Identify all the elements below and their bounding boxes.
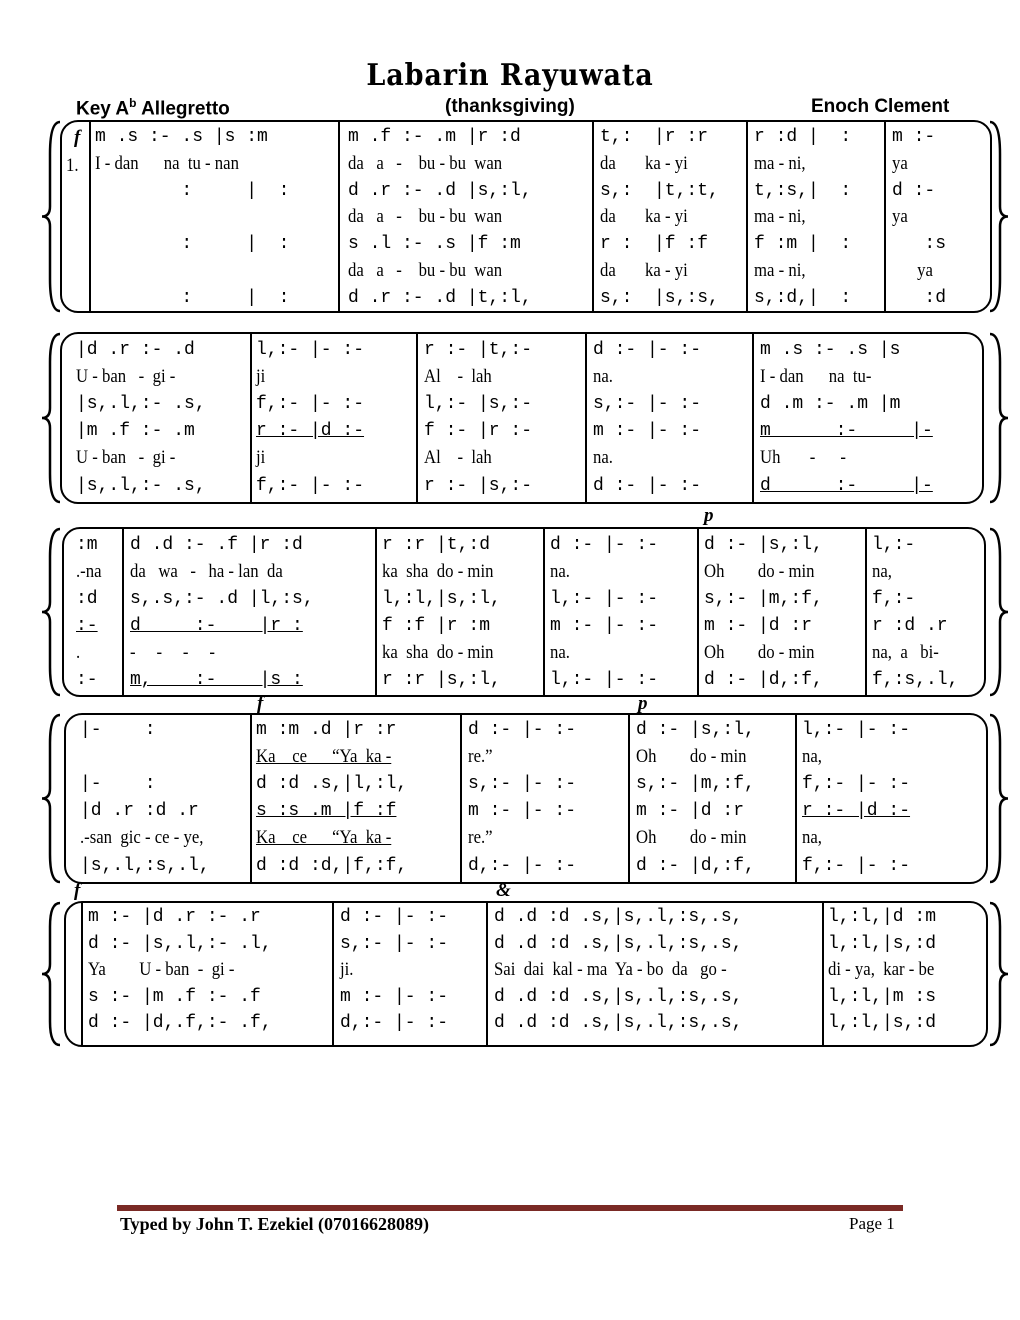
lyric-line: na. — [593, 447, 613, 469]
left-brace — [40, 527, 62, 697]
dynamic-forte: f — [257, 693, 264, 714]
barline — [592, 121, 594, 312]
solfa-line: m :- |d :r — [704, 615, 813, 636]
barline — [338, 121, 340, 312]
solfa-line: :- — [76, 669, 98, 690]
solfa-line: l,:- |- :- — [550, 669, 659, 690]
solfa-line: r :- |d :- — [802, 801, 911, 822]
lyric-line: Oh do - min — [636, 746, 747, 768]
barline — [250, 715, 252, 882]
barline — [795, 715, 797, 882]
solfa-line: |- : — [80, 720, 156, 740]
occasion-label: (thanksgiving) — [445, 96, 575, 117]
barline — [884, 121, 886, 312]
solfa-line: l,:l,|s,:d — [828, 933, 937, 954]
lyric-line: na. — [550, 560, 570, 582]
lyric-line: na, — [802, 827, 822, 849]
solfa-line: r :- |d :- — [256, 421, 365, 442]
dynamic-forte: f — [74, 127, 81, 148]
lyric-line: Ya U - ban - gi - — [88, 959, 235, 981]
solfa-line: s :- |m .f :- .f — [88, 986, 261, 1007]
solfa-line: f,:- |- :- — [256, 394, 365, 415]
solfa-line: d .d :d .s,|s,.l,:s,.s, — [494, 933, 743, 954]
lyric-line: ji. — [340, 959, 354, 981]
lyric-line: na. — [593, 366, 613, 388]
barline — [865, 529, 867, 695]
solfa-line: |- : — [80, 774, 156, 795]
solfa-line: s,:- |- :- — [340, 933, 449, 954]
solfa-line: d :- |s,.l,:- .l, — [88, 933, 272, 954]
solfa-line: r :r |t,:d — [382, 535, 491, 555]
lyric-line: na. — [550, 641, 570, 663]
solfa-line: m :- |- :- — [468, 801, 577, 822]
right-brace — [988, 901, 1010, 1047]
lyric-line: ma - ni, — [754, 260, 806, 281]
barline — [122, 529, 124, 695]
solfa-line: d :- |d,.f,:- .f, — [88, 1013, 272, 1034]
solfa-line: m .s :- .s |s — [760, 340, 901, 360]
solfa-line: f :m | : — [754, 234, 852, 255]
solfa-line: l,:- |- :- — [256, 340, 365, 360]
solfa-line: s,:- |m,:f, — [636, 774, 755, 795]
solfa-line: r :r |s,:l, — [382, 669, 501, 690]
barline — [543, 529, 545, 695]
solfa-line: d :- |d,:f, — [704, 669, 823, 690]
lyric-line: I - dan na tu- — [760, 366, 872, 388]
lyric-line: re.” — [468, 746, 493, 768]
solfa-line: :d — [76, 588, 98, 609]
solfa-line: l,:l,|d :m — [828, 907, 937, 927]
solfa-line: m :- |d .r :- .r — [88, 907, 261, 927]
page-number: Page 1 — [849, 1214, 895, 1233]
lyric-line: ji — [256, 366, 266, 388]
lyric-line: Oh do - min — [704, 641, 815, 663]
solfa-line: d :- |d,:f, — [636, 855, 755, 876]
typed-by: Typed by John T. Ezekiel (07016628089) — [120, 1214, 430, 1234]
lyric-line: U - ban - gi - — [76, 447, 176, 469]
tempo-label: Allegretto — [141, 98, 230, 120]
solfa-line: r : |f :f — [600, 234, 709, 255]
lyric-line: Al - lah — [424, 366, 492, 388]
right-brace — [988, 120, 1010, 313]
lyric-line: I - dan na tu - nan — [95, 152, 239, 174]
left-brace — [40, 713, 62, 884]
barline — [746, 121, 748, 312]
footer-rule — [117, 1205, 903, 1211]
solfa-line: f,:- — [872, 588, 916, 609]
left-brace — [40, 901, 62, 1047]
lyric-line: Uh - - — [760, 447, 846, 469]
lyric-line: da ka - yi — [600, 206, 688, 228]
solfa-line: l,:- — [872, 535, 916, 555]
dynamic-forte: f — [74, 880, 81, 901]
lyric-line: ya — [892, 206, 908, 228]
key-label: Key A — [76, 98, 130, 120]
solfa-line: f,:- |- :- — [802, 774, 911, 795]
lyric-line: Ka ce “Ya ka - — [256, 827, 392, 849]
lyric-line: U - ban - gi - — [76, 366, 176, 388]
solfa-line: s,: |t,:t, — [600, 180, 719, 201]
solfa-line: d :- |- :- — [340, 907, 449, 927]
barline — [416, 334, 418, 502]
solfa-line: d .r :- .d |t,:l, — [348, 287, 532, 308]
solfa-line: :s — [892, 234, 947, 255]
solfa-line: s .l :- .s |f :m — [348, 234, 521, 255]
solfa-line: m :- |- :- — [550, 615, 659, 636]
lyric-line: ji — [256, 447, 266, 469]
solfa-line: s :s .m |f :f — [256, 801, 397, 822]
left-brace — [40, 120, 62, 313]
lyric-line: Al - lah — [424, 447, 492, 469]
lyric-line: ma - ni, — [754, 206, 806, 228]
barline — [628, 715, 630, 882]
solfa-line: d .m :- .m |m — [760, 394, 901, 415]
solfa-line: f,:- |- :- — [802, 855, 911, 876]
lyric-line: Oh do - min — [704, 560, 815, 582]
solfa-line: |s,.l,:s,.l, — [80, 855, 210, 876]
dynamic-piano: p — [638, 693, 648, 714]
solfa-line: f,:s,.l, — [872, 669, 959, 690]
lyric-line: da ka - yi — [600, 260, 688, 281]
solfa-line: d :- |r : — [130, 615, 303, 636]
lyric-line: - - - - — [130, 641, 215, 663]
solfa-line: d .r :- .d |s,:l, — [348, 180, 532, 201]
solfa-line: f,:- |- :- — [256, 475, 365, 496]
solfa-line: d .d :d .s,|s,.l,:s,.s, — [494, 907, 743, 927]
solfa-line: : | : — [95, 234, 290, 255]
solfa-line: m :- — [892, 127, 936, 147]
solfa-line: : | : — [95, 180, 290, 201]
solfa-line: m .s :- .s |s :m — [95, 127, 268, 147]
solfa-line: d,:- |- :- — [340, 1013, 449, 1034]
solfa-line: s,:- |m,:f, — [704, 588, 823, 609]
solfa-line: m, :- |s : — [130, 669, 303, 690]
verse-number: 1. — [66, 155, 79, 176]
lyric-line: da a - bu - bu wan — [348, 152, 503, 174]
solfa-line: m :- |- :- — [340, 986, 449, 1007]
solfa-line: m :- |d :r — [636, 801, 745, 822]
solfa-line: |s,.l,:- .s, — [76, 475, 206, 496]
solfa-line: d :- — [892, 180, 936, 201]
lyric-line: ya — [892, 152, 908, 174]
lyric-line: da a - bu - bu wan — [348, 260, 503, 281]
barline — [375, 529, 377, 695]
solfa-line: : | : — [95, 287, 290, 308]
solfa-line: m .f :- .m |r :d — [348, 127, 521, 147]
solfa-line: r :- |s,:- — [424, 475, 533, 496]
solfa-line: s,:- |- :- — [593, 394, 702, 415]
solfa-line: f :- |r :- — [424, 421, 533, 442]
lyric-line: da a - bu - bu wan — [348, 206, 503, 228]
solfa-line: l,:- |- :- — [802, 720, 911, 740]
lyric-line: . — [76, 641, 81, 663]
solfa-line: m :- |- :- — [593, 421, 702, 442]
barline — [822, 903, 824, 1045]
solfa-line: d .d :d .s,|s,.l,:s,.s, — [494, 1013, 743, 1034]
solfa-line: d,:- |- :- — [468, 855, 577, 876]
barline — [486, 903, 488, 1045]
lyric-line: .-na — [76, 560, 102, 582]
lyric-line: ma - ni, — [754, 152, 806, 174]
lyric-line: da wa - ha - lan da — [130, 560, 283, 582]
barline — [89, 121, 91, 312]
lyric-line: ka sha do - min — [382, 641, 494, 663]
composer-label: Enoch Clement — [811, 96, 950, 117]
solfa-line: t,:s,| : — [754, 180, 852, 201]
solfa-line: s,:- |- :- — [468, 774, 577, 795]
solfa-line: d :d :d,|f,:f, — [256, 855, 408, 876]
lyric-line: da ka - yi — [600, 152, 688, 174]
solfa-line: l,:l,|s,:d — [828, 1013, 937, 1034]
lyric-line: na, — [802, 746, 822, 768]
solfa-line: s,:d,| : — [754, 287, 852, 308]
dynamic-piano: p — [704, 505, 714, 526]
solfa-line: l,:l,|s,:l, — [382, 588, 501, 609]
key-signature — [76, 96, 230, 120]
barline — [752, 334, 754, 502]
lyric-line: ya — [892, 260, 933, 281]
dynamic-ampersand: & — [496, 880, 511, 901]
solfa-line: d :- |s,:l, — [704, 535, 823, 555]
solfa-line: d :d .s,|l,:l, — [256, 774, 408, 795]
lyric-line: Sai dai kal - ma Ya - bo da go - — [494, 959, 727, 981]
lyric-line: na, a bi- — [872, 641, 939, 663]
solfa-line: m :m .d |r :r — [256, 720, 397, 740]
solfa-line: r :d | : — [754, 127, 852, 147]
barline — [585, 334, 587, 502]
solfa-line: r :- |t,:- — [424, 340, 533, 360]
solfa-line: d :- |- :- — [468, 720, 577, 740]
solfa-line: m :- |- — [760, 421, 933, 442]
right-brace — [988, 332, 1010, 504]
solfa-line: f :f |r :m — [382, 615, 491, 636]
lyric-line: na, — [872, 560, 892, 582]
lyric-line: ka sha do - min — [382, 560, 494, 582]
solfa-line: d :- |- :- — [593, 340, 702, 360]
solfa-line: |m .f :- .m — [76, 421, 195, 442]
solfa-line: :- — [76, 615, 98, 636]
solfa-line: d .d :d .s,|s,.l,:s,.s, — [494, 986, 743, 1007]
lyric-line: re.” — [468, 827, 493, 849]
lyric-line: di - ya, kar - be — [828, 959, 935, 981]
solfa-line: d :- |- :- — [593, 475, 702, 496]
solfa-line: l,:l,|m :s — [828, 986, 937, 1007]
left-brace — [40, 332, 62, 504]
solfa-line: d .d :- .f |r :d — [130, 535, 303, 555]
page-title: Labarin Rayuwata — [366, 58, 654, 93]
key-flat: b — [129, 96, 137, 110]
solfa-line: d :- |- — [760, 475, 933, 496]
barline — [332, 903, 334, 1045]
solfa-line: l,:- |- :- — [550, 588, 659, 609]
solfa-line: |d .r :- .d — [76, 340, 195, 360]
lyric-line: Oh do - min — [636, 827, 747, 849]
barline — [697, 529, 699, 695]
solfa-line: r :d .r — [872, 615, 948, 636]
solfa-line: |s,.l,:- .s, — [76, 394, 206, 415]
right-brace — [988, 527, 1010, 697]
solfa-line: s,: |s,:s, — [600, 287, 719, 308]
solfa-line: d :- |s,:l, — [636, 720, 755, 740]
lyric-line: Ka ce “Ya ka - — [256, 746, 392, 768]
right-brace — [988, 713, 1010, 884]
barline — [250, 334, 252, 502]
barline — [81, 903, 83, 1045]
solfa-line: l,:- |s,:- — [424, 394, 533, 415]
lyric-line: .-san gic - ce - ye, — [80, 827, 204, 849]
solfa-line: d :- |- :- — [550, 535, 659, 555]
solfa-line: s,.s,:- .d |l,:s, — [130, 588, 314, 609]
barline — [460, 715, 462, 882]
solfa-line: t,: |r :r — [600, 127, 709, 147]
solfa-line: :d — [892, 287, 947, 308]
solfa-line: |d .r :d .r — [80, 801, 199, 822]
solfa-line: :m — [76, 535, 98, 555]
